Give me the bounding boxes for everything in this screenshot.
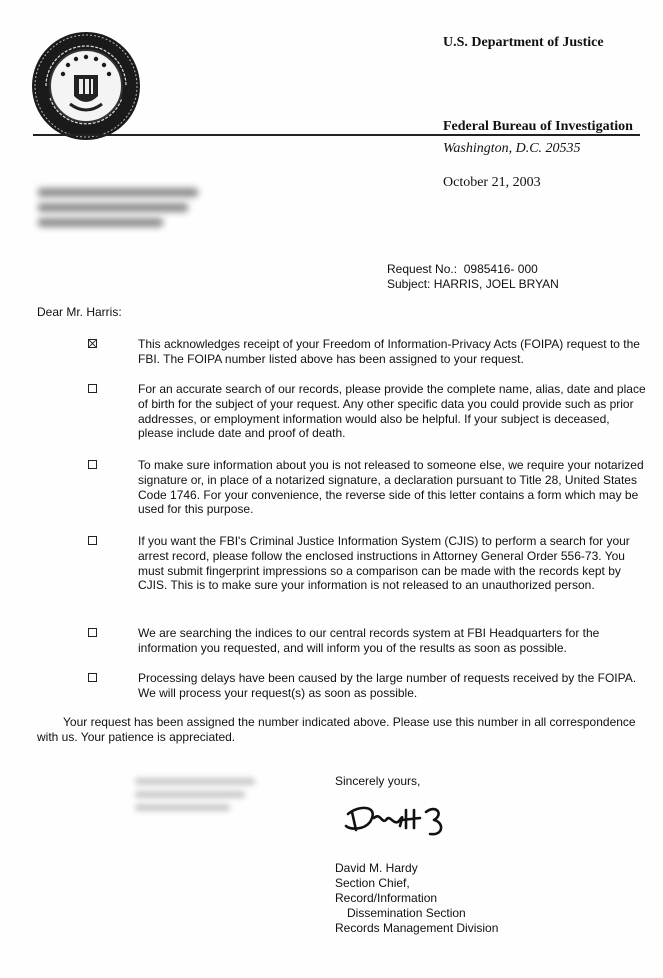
item-cjis-text: If you want the FBI's Criminal Justice Information System (CJIS) to perform a search for your arrest record, please follow the enclosed instructions in Attorney General Order 556-73. You must submit fingerprint impressions so a comparison can be made with the records kept by CJIS. This is to make sure your information is not released to an unauthorized person. xyxy=(138,534,630,593)
signer-name: David M. Hardy xyxy=(335,861,418,875)
checkbox-acknowledge xyxy=(88,339,97,348)
signer-unit-1: Record/Information xyxy=(335,891,438,905)
signature-block xyxy=(335,861,498,936)
request-info xyxy=(387,262,559,292)
fbi-seal-logo xyxy=(30,30,142,142)
checkbox-processing-delays xyxy=(88,673,97,682)
salutation: Dear Mr. Harris: xyxy=(37,305,122,319)
handwritten-signature xyxy=(340,800,485,840)
item-searching-indices-text: We are searching the indices to our central records system at FBI Headquarters for the information you requested, and will inform you of the results as soon as possible. xyxy=(138,626,600,655)
closing-paragraph: Your request has been assigned the number indicated above. Please use this number in all correspondence with us. Your patience is appreciated. xyxy=(37,715,636,744)
sincerely-closing: Sincerely yours, xyxy=(335,774,421,788)
signer-unit-2: Dissemination Section xyxy=(347,906,466,920)
subject-line xyxy=(387,277,559,292)
item-processing-delays-text: Processing delays have been caused by the large number of requests received by the FOIPA. We will process your request(s) as soon as possible. xyxy=(138,671,637,700)
letter-date: October 21, 2003 xyxy=(443,175,541,190)
signer-title: Section Chief, xyxy=(335,876,410,890)
checkbox-notarized-signature xyxy=(88,460,97,469)
city-line: Washington, D.C. 20535 xyxy=(443,141,581,156)
redacted-address xyxy=(38,188,203,233)
checkbox-searching-indices xyxy=(88,628,97,637)
request-number: 0985416- 000 xyxy=(463,262,538,276)
item-accurate-search-text: For an accurate search of our records, please provide the complete name, alias, date and place of birth for the subject of your request. Any other specific data you could provide such as prior addresses, or employment information would also be helpful. If your subject is deceased, please include date and proof of death. xyxy=(138,382,646,441)
department-name: U.S. Department of Justice xyxy=(443,35,604,50)
letterhead-rule xyxy=(33,134,640,136)
faded-text-block xyxy=(135,778,260,817)
item-notarized-signature-text: To make sure information about you is not released to someone else, we require your notarized signature or, in place of a notarized signature, a declaration pursuant to Title 28, United States Code 1746. For your convenience, the reverse side of this letter contains a form which may be used for this purpose. xyxy=(138,458,644,517)
item-acknowledge-text: This acknowledges receipt of your Freedom of Information-Privacy Acts (FOIPA) request to the FBI. The FOIPA number listed above has been assigned to your request. xyxy=(138,337,640,366)
signer-division: Records Management Division xyxy=(335,921,499,935)
subject-name: HARRIS, JOEL BRYAN xyxy=(433,277,559,291)
checkbox-cjis xyxy=(88,536,97,545)
subject-label: Subject: xyxy=(387,277,431,291)
bureau-name: Federal Bureau of Investigation xyxy=(443,119,633,134)
request-number-label: Request No.: xyxy=(387,262,458,276)
checkbox-accurate-search xyxy=(88,384,97,393)
request-number-line xyxy=(387,262,559,277)
